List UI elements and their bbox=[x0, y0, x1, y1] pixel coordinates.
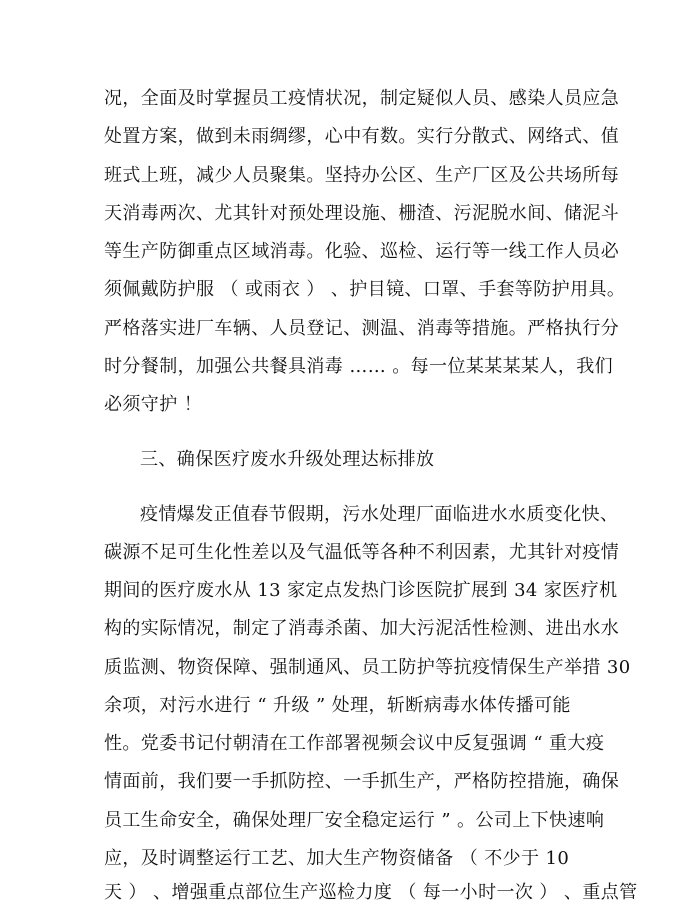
body-line-1: 况，全面及时掌握员工疫情状况，制定疑似人员、感染人员应急 bbox=[104, 88, 620, 109]
body-line-16: 性。党委书记付朝清在工作部署视频会议中反复强调 “ 重大疫 bbox=[104, 733, 605, 754]
body-line-3: 班式上班，减少人员聚集。坚持办公区、生产厂区及公共场所每 bbox=[104, 165, 620, 186]
body-line-11: 碳源不足可生化性差以及气温低等各种不利因素，尤其针对疫情 bbox=[104, 542, 620, 563]
body-line-20: 天 ） 、增强重点部位生产巡检力度 （ 每一小时一次 ） 、重点管 bbox=[104, 882, 638, 903]
body-line-14: 质监测、物资保障、强制通风、员工防护等抗疫情保生产举措 30 bbox=[104, 657, 631, 678]
body-line-9: 必须守护 ！ bbox=[104, 394, 203, 415]
body-line-8: 时分餐制，加强公共餐具消毒 …… 。每一位某某某某人，我们 bbox=[104, 356, 614, 377]
body-line-12: 期间的医疗废水从 13 家定点发热门诊医院扩展到 34 家医疗机 bbox=[104, 580, 618, 601]
body-line-18: 员工生命安全，确保处理厂安全稳定运行 ” 。公司上下快速响 bbox=[104, 810, 605, 831]
body-line-10: 疫情爆发正值春节假期，污水处理厂面临进水水质变化快、 bbox=[140, 504, 619, 525]
body-line-5: 等生产防御重点区域消毒。化验、巡检、运行等一线工作人员必 bbox=[104, 241, 620, 262]
body-line-7: 严格落实进厂车辆、人员登记、测温、消毒等措施。严格执行分 bbox=[104, 318, 620, 339]
body-line-15: 余项，对污水进行 “ 升级 ” 处理，斩断病毒水体传播可能 bbox=[104, 695, 571, 716]
body-line-13: 构的实际情况，制定了消毒杀菌、加大污泥活性检测、进出水水 bbox=[104, 618, 620, 639]
body-line-2: 处置方案，做到未雨绸缪，心中有数。实行分散式、网络式、值 bbox=[104, 126, 620, 147]
body-line-19: 应，及时调整运行工艺、加大生产物资储备 （ 不少于 10 bbox=[104, 848, 570, 869]
body-line-4: 天消毒两次、尤其针对预处理设施、栅渣、污泥脱水间、储泥斗 bbox=[104, 203, 620, 224]
body-line-6: 须佩戴防护服 （ 或雨衣 ） 、护目镜、口罩、手套等防护用具。 bbox=[104, 279, 626, 300]
section-heading: 三、确保医疗废水升级处理达标排放 bbox=[140, 449, 435, 470]
body-line-17: 情面前，我们要一手抓防控、一手抓生产，严格防控措施，确保 bbox=[104, 771, 620, 792]
